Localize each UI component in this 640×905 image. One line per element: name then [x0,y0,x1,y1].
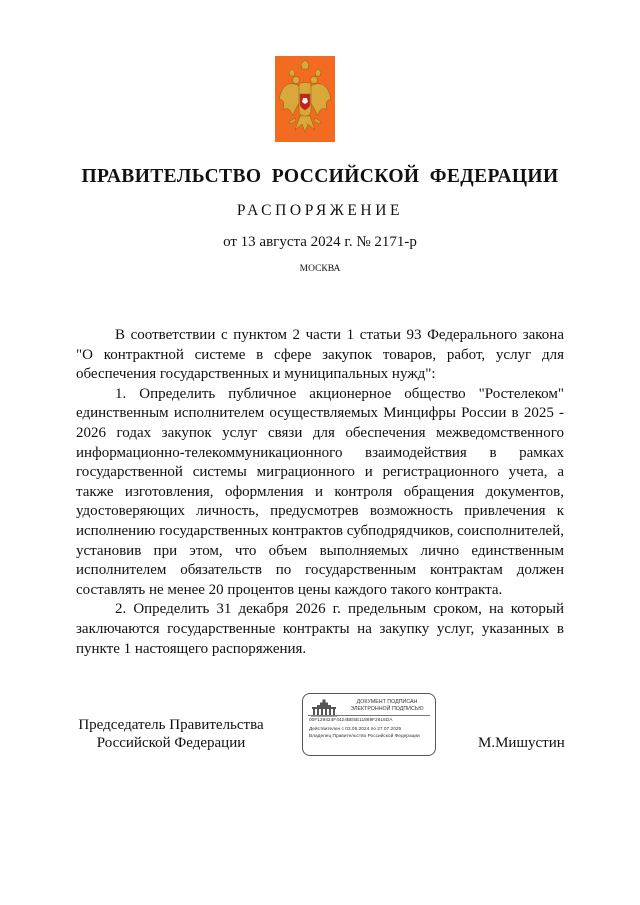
stamp-heading-line-1: ДОКУМЕНТ ПОДПИСАН [356,699,418,705]
signer-name: М.Мишустин [478,735,565,751]
document-body [76,326,564,659]
stamp-validity: Действителен с 03.05.2024 по 27.07.2025 [309,727,402,732]
item-1-paragraph: 1. Определить публичное акционерное общество "Ростелеком" единственным исполнителем осуществляемых Минцифры России в 2025 - 2026 годах закупок услуг связи для обеспечения межведомственного информационно-телекоммуникационного взаимодействия в рамках государственной системы миграционного и регистрационного учета, а также изготовления, оформления и контроля обращения документов, удостоверяющих личность, предусмотрев возможность привлечения к исполнению государственных контрактов субподрядчиков, соисполнителей, установив при этом, что объем выполняемых лично единственным исполнителем обязательств по государственным контрактам должен составлять не менее 20 процентов цены каждого такого контракта. [76,385,564,598]
stamp-heading [341,699,433,713]
government-title: ПРАВИТЕЛЬСТВО РОССИЙСКОЙ ФЕДЕРАЦИИ [81,166,559,187]
coat-of-arms-emblem [275,56,335,142]
electronic-signature-stamp [302,693,436,756]
document-type: РАСПОРЯЖЕНИЕ [236,202,404,219]
russian-coat-of-arms-icon [275,56,335,142]
stamp-certificate-serial: 00F129424F4424BE5E11869F2616DA [309,718,393,723]
preamble-paragraph: В соответствии с пунктом 2 части 1 статьи 93 Федерального закона "О контрактной системе в сфере закупок товаров, работ, услуг для обеспечения государственных и муниципальных нужд": [76,327,564,383]
document-date-number: от 13 августа 2024 г. № 2171-р [223,234,417,250]
signer-position-line-1: Председатель Правительства [78,717,264,733]
item-2-paragraph: 2. Определить 31 декабря 2026 г. предельным сроком, на который заключаются государственные контракты на закупку услуг, указанных в пункте 1 настоящего распоряжения. [76,601,564,657]
signer-position [76,716,266,752]
stamp-heading-line-2: ЭЛЕКТРОННОЙ ПОДПИСЬЮ [350,706,424,712]
document-city: МОСКВА [299,264,341,274]
stamp-divider [308,715,430,716]
signer-position-line-2: Российской Федерации [96,735,246,751]
stamp-owner: Владелец Правительство Российской Федерации [309,734,420,739]
